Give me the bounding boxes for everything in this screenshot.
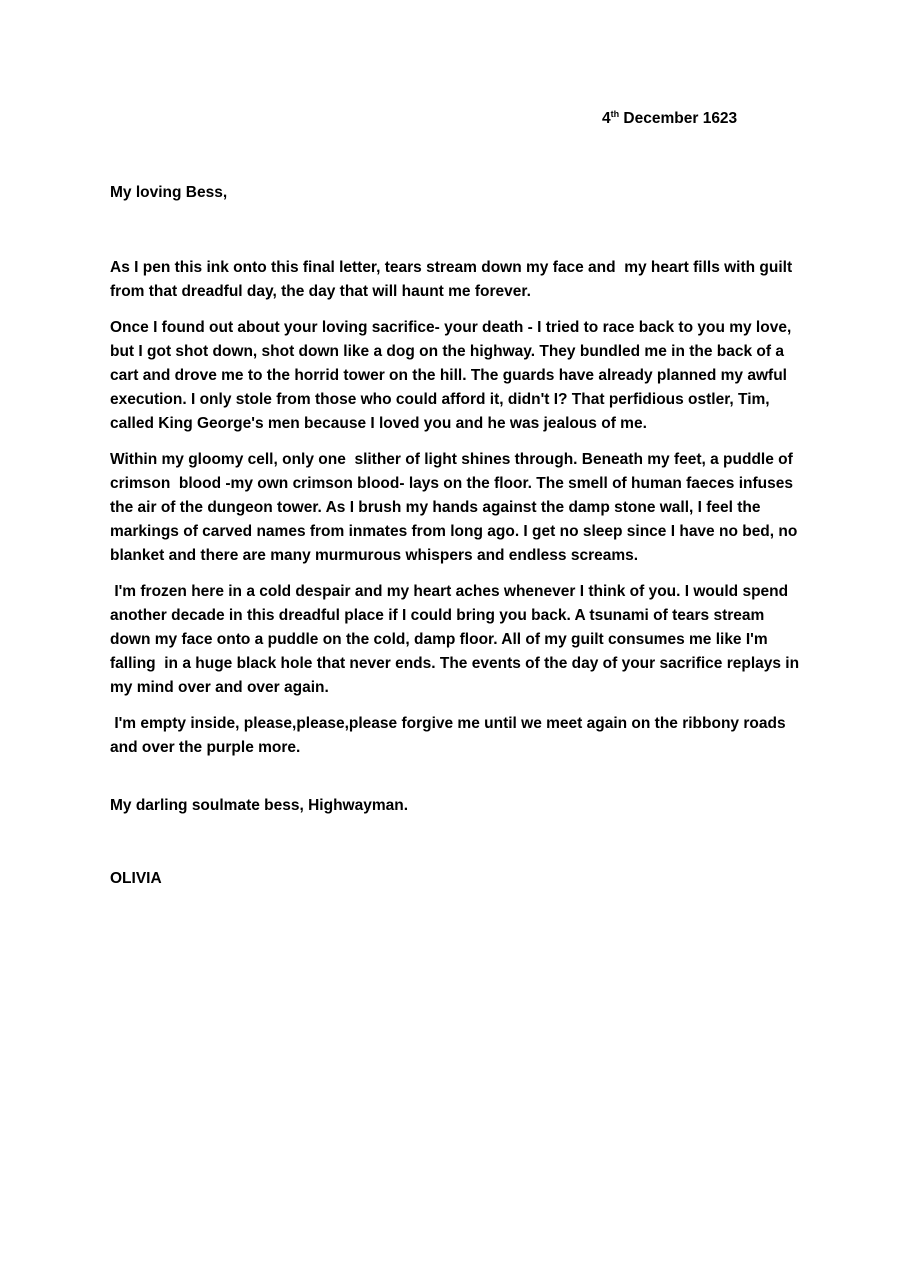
date-day: 4 bbox=[602, 110, 611, 127]
date-ordinal: th bbox=[610, 108, 620, 119]
paragraph: Within my gloomy cell, only one slither of light shines through. Beneath my feet, a puddle of crimson blood -my own crimson blood- lays on the floor. The smell of human faeces infuses the air of the dungeon tower. As I brush my hands against the damp stone wall, I feel the markings of carved names from inmates from long ago. I get no sleep since I have no bed, no blanket and there are many murmurous whispers and endless screams. bbox=[110, 451, 802, 564]
letter-body bbox=[110, 256, 804, 772]
closing-line: My darling soulmate bess, Highwayman. bbox=[110, 797, 409, 814]
paragraph: I'm frozen here in a cold despair and my heart aches whenever I think of you. I would spend another decade in this dreadful place if I could bring you back. A tsunami of tears stream down my face onto a puddle on the cold, damp floor. All of my guilt consumes me like I'm falling in a huge black hole that never ends. The events of the day of your sacrifice replays in my mind over and over again. bbox=[110, 583, 804, 696]
paragraph: I'm empty inside, please,please,please forgive me until we meet again on the ribbony roads and over the purple more. bbox=[110, 715, 790, 756]
date-month-year: December 1623 bbox=[619, 110, 738, 127]
paragraph: As I pen this ink onto this final letter, tears stream down my face and my heart fills with guilt from that dreadful day, the day that will haunt me forever. bbox=[110, 259, 797, 300]
letter-date bbox=[602, 110, 737, 128]
signature: OLIVIA bbox=[110, 870, 162, 887]
salutation: My loving Bess, bbox=[110, 184, 228, 201]
paragraph: Once I found out about your loving sacrifice- your death - I tried to race back to you my love, but I got shot down, shot down like a dog on the highway. They bundled me in the back of a cart and drove me to the horrid tower on the hill. The guards have already planned my awful execution. I only stole from those who could afford it, didn't I? That perfidious ostler, Tim, called King George's men because I loved you and he was jealous of me. bbox=[110, 319, 796, 432]
